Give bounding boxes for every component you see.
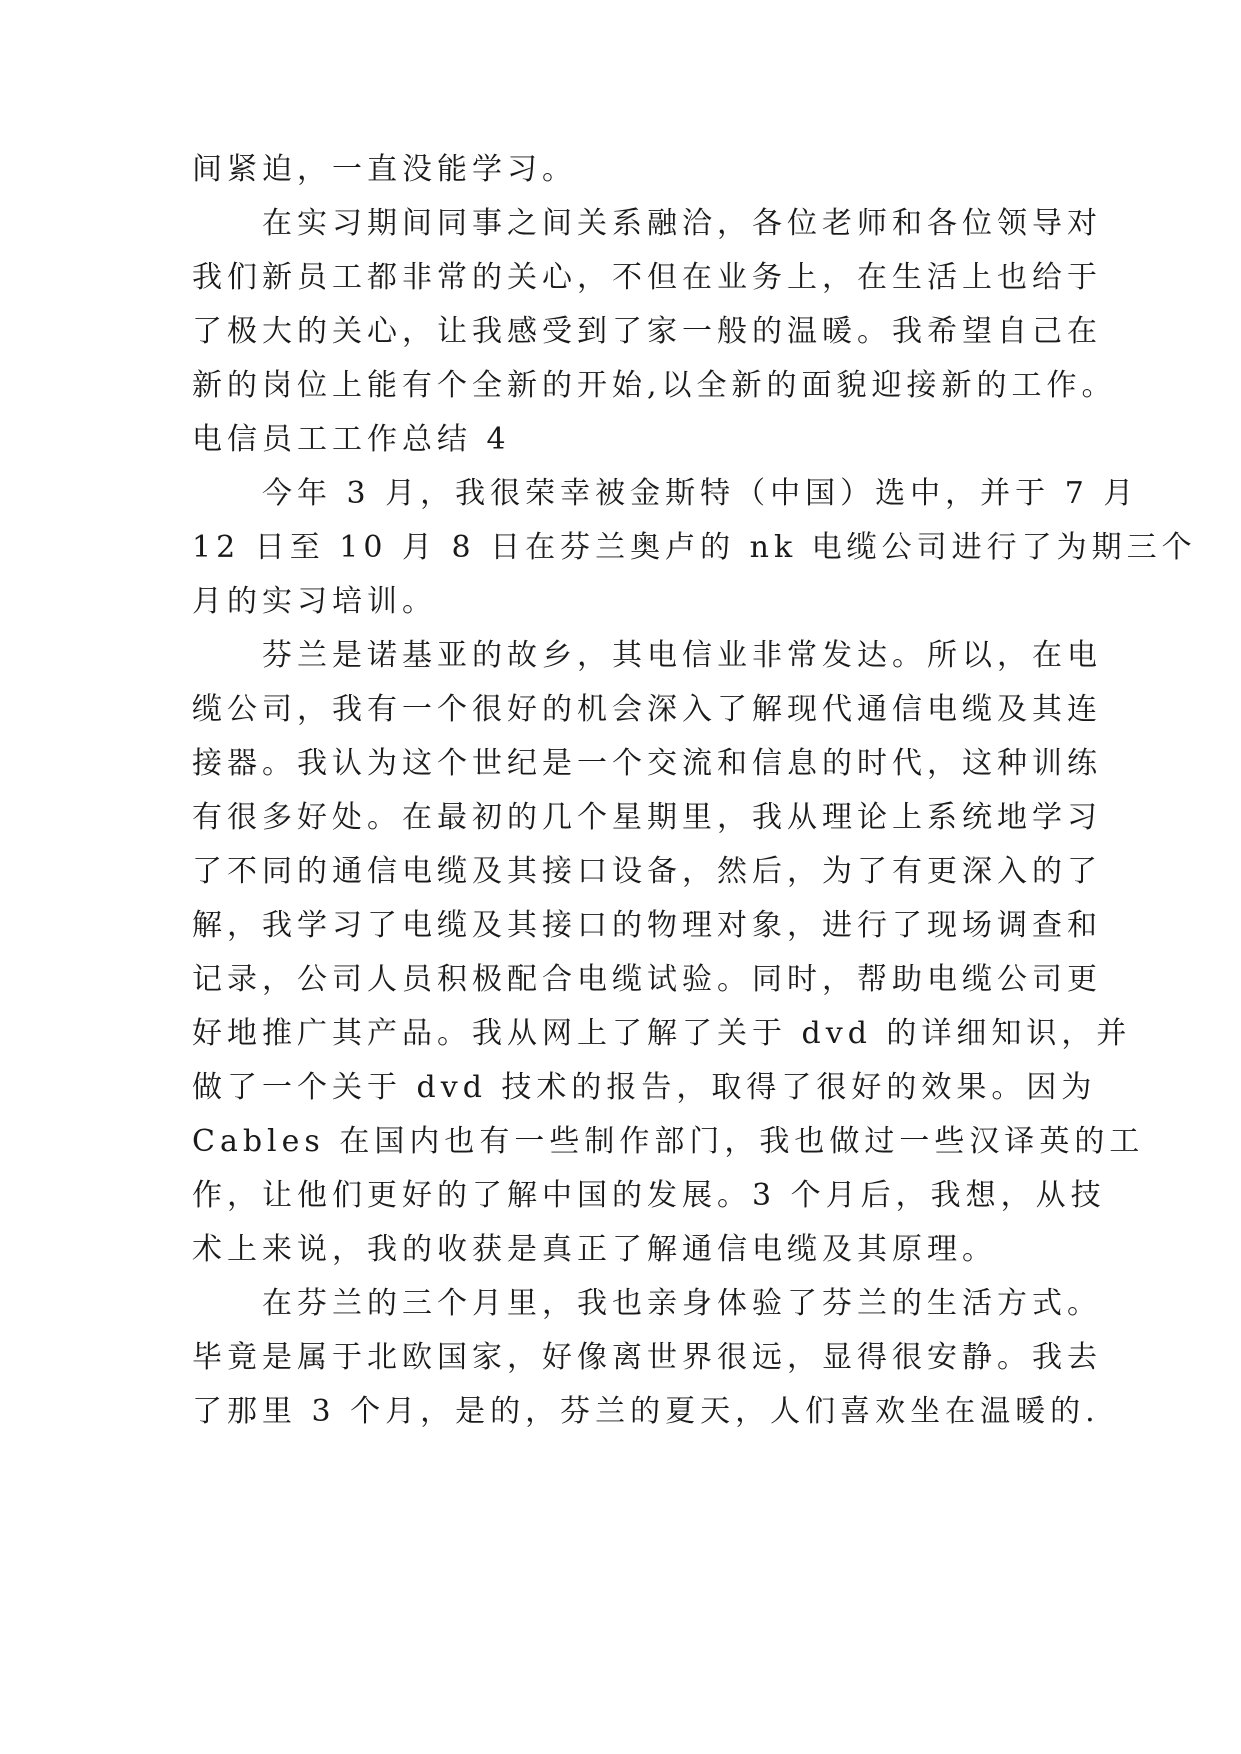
text-line: 我们新员工都非常的关心，不但在业务上，在生活上也给于: [192, 260, 1102, 295]
text-line: 接器。我认为这个世纪是一个交流和信息的时代，这种训练: [192, 746, 1102, 781]
text-line: 毕竟是属于北欧国家，好像离世界很远，显得很安静。我去: [192, 1340, 1102, 1375]
text-line: 术上来说，我的收获是真正了解通信电缆及其原理。: [192, 1232, 997, 1267]
text-line: 间紧迫，一直没能学习。: [192, 152, 577, 187]
text-line: 了那里 3 个月，是的，芬兰的夏天，人们喜欢坐在温暖的.: [192, 1394, 1100, 1429]
text-line: 月的实习培训。: [192, 584, 437, 619]
text-line: 记录，公司人员积极配合电缆试验。同时，帮助电缆公司更: [192, 962, 1102, 997]
text-line: 缆公司，我有一个很好的机会深入了解现代通信电缆及其连: [192, 692, 1102, 727]
text-line: 了不同的通信电缆及其接口设备，然后，为了有更深入的了: [192, 854, 1102, 889]
text-line: 新的岗位上能有个全新的开始,以全新的面貌迎接新的工作。: [192, 368, 1117, 403]
text-line: Cables 在国内也有一些制作部门，我也做过一些汉译英的工: [192, 1124, 1145, 1159]
section-heading: 电信员工工作总结 4: [192, 422, 511, 457]
text-line: 了极大的关心，让我感受到了家一般的温暖。我希望自己在: [192, 314, 1102, 349]
text-line: 今年 3 月，我很荣幸被金斯特（中国）选中，并于 7 月: [192, 476, 1139, 511]
text-line: 芬兰是诺基亚的故乡，其电信业非常发达。所以，在电: [192, 638, 1102, 673]
text-line: 有很多好处。在最初的几个星期里，我从理论上系统地学习: [192, 800, 1102, 835]
text-line: 解，我学习了电缆及其接口的物理对象，进行了现场调查和: [192, 908, 1102, 943]
text-line: 作，让他们更好的了解中国的发展。3 个月后，我想，从技: [192, 1178, 1106, 1213]
text-line: 做了一个关于 dvd 技术的报告，取得了很好的效果。因为: [192, 1070, 1097, 1105]
text-line: 12 日至 10 月 8 日在芬兰奥卢的 nk 电缆公司进行了为期三个: [192, 530, 1197, 565]
text-line: 在实习期间同事之间关系融洽，各位老师和各位领导对: [192, 206, 1102, 241]
text-line: 好地推广其产品。我从网上了解了关于 dvd 的详细知识，并: [192, 1016, 1132, 1051]
text-line: 在芬兰的三个月里，我也亲身体验了芬兰的生活方式。: [192, 1286, 1102, 1321]
